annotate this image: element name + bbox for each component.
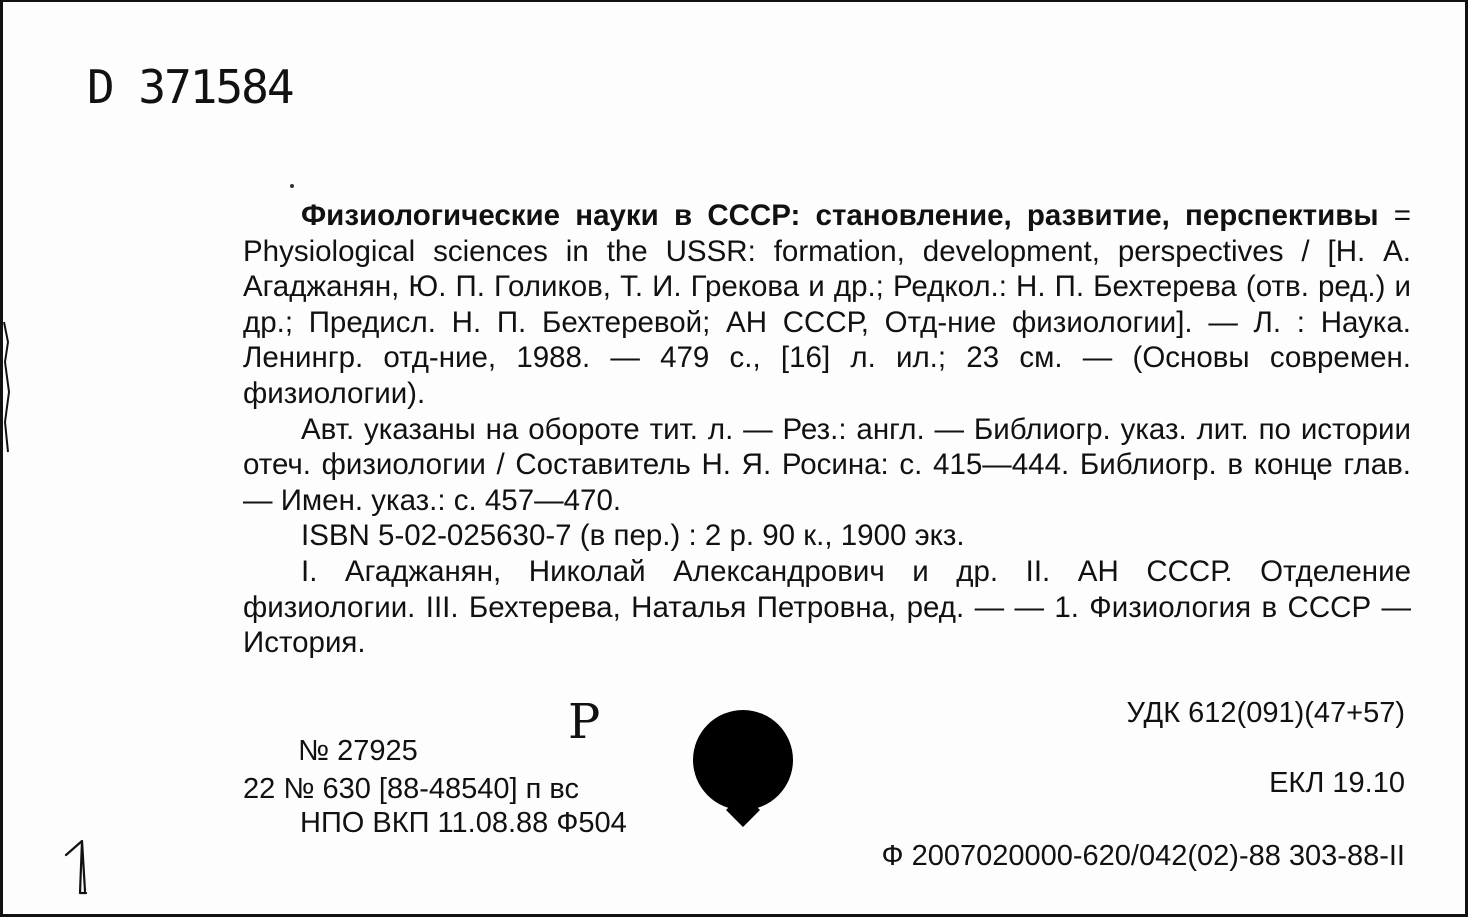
udk-code: УДК 612(091)(47+57) <box>1126 697 1405 729</box>
order-line: 22 № 630 [88-48540] п вс <box>243 773 579 805</box>
entry-notes: Авт. указаны на обороте тит. л. — Рез.: англ. — Библиогр. указ. лит. по истории отеч. физиологии / Составитель Н. Я. Росина: с. 415—444. Библиогр. в конце глав. — Имен. указ.: с. 457—470. <box>243 412 1411 517</box>
acquisition-number: № 27925 <box>298 735 418 767</box>
punch-hole-icon <box>693 710 793 810</box>
stamp-line: НПО ВКП 11.08.88 Ф504 <box>300 807 627 839</box>
card-edge-mark <box>3 302 11 482</box>
bibliographic-entry <box>243 198 1411 661</box>
handwritten-number-one <box>58 837 98 897</box>
entry-description: = Physiological sciences in the USSR: formation, development, perspectives / [Н. А. Агаджанян, Ю. П. Голиков, Т. И. Грекова и др.; Редкол.: Н. П. Бехтерева (отв. ред.) и др.; Предисл. Н. П. Бехтеревой; АН СССР, Отд-ние физиологии]. — Л. : Наука. Ленингр. отд-ние, 1988. — 479 с., [16] л. ил.; 23 см. — (Основы современ. физиологии). <box>243 199 1411 410</box>
classification-code: Ф 2007020000-620/042(02)-88 303-88-II <box>881 840 1405 872</box>
entry-isbn: ISBN 5-02-025630-7 (в пер.) : 2 р. 90 к., 1900 экз. <box>301 519 965 553</box>
ekl-code: ЕКЛ 19.10 <box>1269 767 1405 799</box>
entry-title: Физиологические науки в СССР: становление, развитие, перспективы <box>301 199 1379 232</box>
ink-dot <box>290 184 294 188</box>
call-number: D 371584 <box>87 60 293 114</box>
entry-tracings: I. Агаджанян, Николай Александрович и др. II. АН СССР. Отделение физиологии. III. Бехтерева, Наталья Петровна, ред. — — 1. Физиология в СССР — История. <box>243 554 1411 660</box>
entry-main-paragraph <box>243 198 1411 412</box>
letter-mark: Р <box>568 694 601 750</box>
